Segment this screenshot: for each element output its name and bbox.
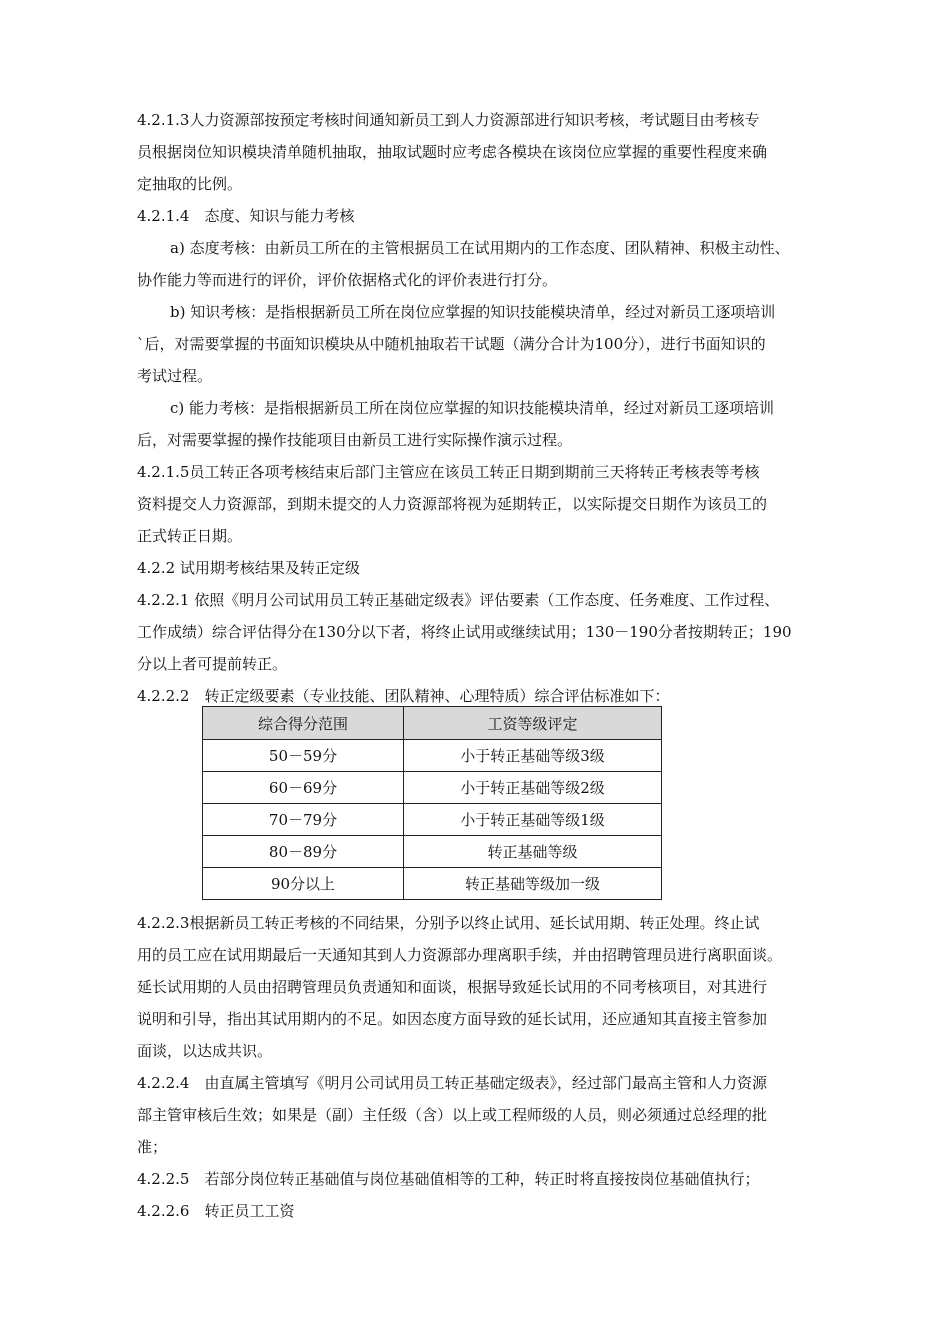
table-cell: 80－89分 xyxy=(203,836,404,868)
section-heading: 4.2.2.6 转正员工工资 xyxy=(137,1202,295,1220)
paragraph-line: 正式转正日期。 xyxy=(137,527,243,545)
paragraph-line: 说明和引导，指出其试用期内的不足。如因态度方面导致的延长试用，还应通知其直接主管参加 xyxy=(137,1010,768,1028)
paragraph-line: 4.2.2.4 由直属主管填写《明月公司试用员工转正基础定级表》，经过部门最高主管和人力资源 xyxy=(137,1074,767,1092)
paragraph-line: 4.2.2.3根据新员工转正考核的不同结果，分别予以终止试用、延长试用期、转正处理。终止试 xyxy=(137,914,760,932)
list-item-line: `后，对需要掌握的书面知识模块从中随机抽取若干试题（满分合计为100分），进行书面知识的 xyxy=(137,335,766,353)
table-cell: 90分以上 xyxy=(203,868,404,900)
table-header-row xyxy=(203,707,662,740)
paragraph-line: 分以上者可提前转正。 xyxy=(137,655,288,673)
table-header-cell: 工资等级评定 xyxy=(404,707,662,740)
list-item-line: b) 知识考核：是指根据新员工所在岗位应掌握的知识技能模块清单，经过对新员工逐项培训 xyxy=(170,303,776,321)
table-cell: 小于转正基础等级1级 xyxy=(404,804,662,836)
list-item-line: a) 态度考核：由新员工所在的主管根据员工在试用期内的工作态度、团队精神、积极主动性、 xyxy=(170,239,790,257)
paragraph-line: 4.2.2.2 转正定级要素（专业技能、团队精神、心理特质）综合评估标准如下： xyxy=(137,687,670,705)
paragraph-line: 资料提交人力资源部，到期未提交的人力资源部将视为延期转正，以实际提交日期作为该员工的 xyxy=(137,495,768,513)
table-cell: 60－69分 xyxy=(203,772,404,804)
table-row xyxy=(203,804,662,836)
paragraph-line: 面谈，以达成共识。 xyxy=(137,1042,273,1060)
table-row xyxy=(203,836,662,868)
paragraph-line: 延长试用期的人员由招聘管理员负责通知和面谈，根据导致延长试用的不同考核项目，对其进行 xyxy=(137,978,768,996)
paragraph-line: 4.2.2.5 若部分岗位转正基础值与岗位基础值相等的工种，转正时将直接按岗位基础值执行； xyxy=(137,1170,760,1188)
list-item-line: 考试过程。 xyxy=(137,367,213,385)
grade-table xyxy=(202,706,662,900)
table-row xyxy=(203,740,662,772)
section-heading: 4.2.2 试用期考核结果及转正定级 xyxy=(137,559,360,577)
paragraph-line: 工作成绩）综合评估得分在130分以下者，将终止试用或继续试用；130－190分者按期转正；190 xyxy=(137,623,792,641)
table-cell: 转正基础等级加一级 xyxy=(404,868,662,900)
table-cell: 50－59分 xyxy=(203,740,404,772)
table-cell: 转正基础等级 xyxy=(404,836,662,868)
paragraph-line: 用的员工应在试用期最后一天通知其到人力资源部办理离职手续，并由招聘管理员进行离职面谈。 xyxy=(137,946,783,964)
table-cell: 70－79分 xyxy=(203,804,404,836)
paragraph-line: 准； xyxy=(137,1138,168,1156)
table-header-cell: 综合得分范围 xyxy=(203,707,404,740)
table-cell: 小于转正基础等级3级 xyxy=(404,740,662,772)
paragraph-line: 4.2.1.5员工转正各项考核结束后部门主管应在该员工转正日期到期前三天将转正考核表等考核 xyxy=(137,463,760,481)
paragraph-line: 4.2.1.3人力资源部按预定考核时间通知新员工到人力资源部进行知识考核，考试题目由考核专 xyxy=(137,111,760,129)
table-row xyxy=(203,772,662,804)
table-cell: 小于转正基础等级2级 xyxy=(404,772,662,804)
section-heading: 4.2.1.4 态度、知识与能力考核 xyxy=(137,207,355,225)
paragraph-line: 部主管审核后生效；如果是（副）主任级（含）以上或工程师级的人员，则必须通过总经理的批 xyxy=(137,1106,768,1124)
list-item-line: 协作能力等而进行的评价，评价依据格式化的评价表进行打分。 xyxy=(137,271,558,289)
table-row xyxy=(203,868,662,900)
list-item-line: c) 能力考核：是指根据新员工所在岗位应掌握的知识技能模块清单，经过对新员工逐项培训 xyxy=(170,399,775,417)
list-item-line: 后，对需要掌握的操作技能项目由新员工进行实际操作演示过程。 xyxy=(137,431,573,449)
paragraph-line: 4.2.2.1 依照《明月公司试用员工转正基础定级表》评估要素（工作态度、任务难度、工作过程、 xyxy=(137,591,780,609)
paragraph-line: 定抽取的比例。 xyxy=(137,175,243,193)
paragraph-line: 员根据岗位知识模块清单随机抽取，抽取试题时应考虑各模块在该岗位应掌握的重要性程度来确 xyxy=(137,143,768,161)
